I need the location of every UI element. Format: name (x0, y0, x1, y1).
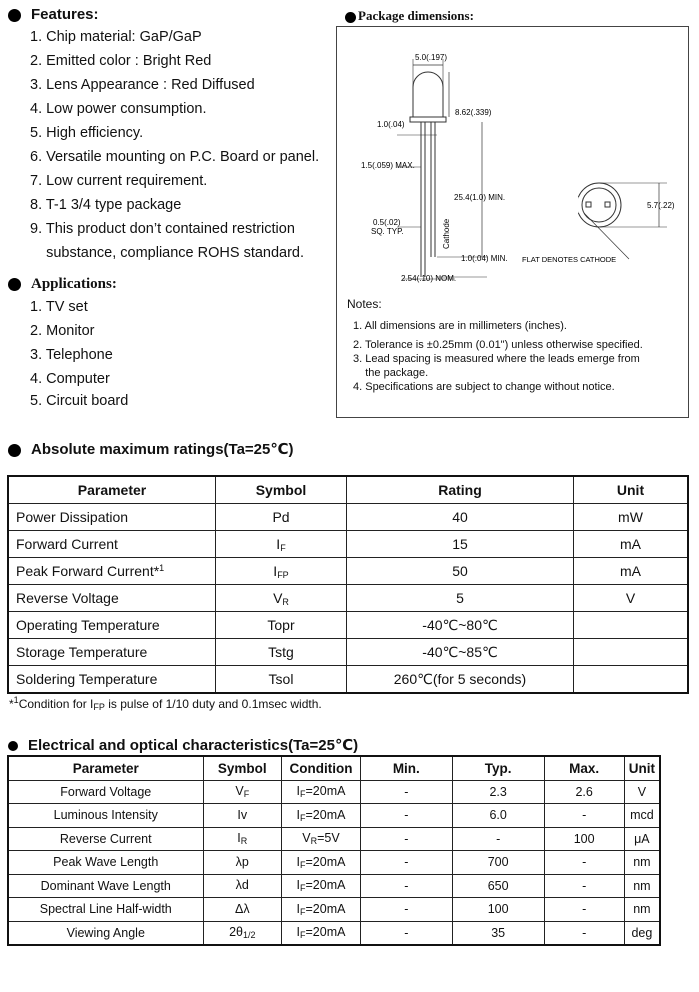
cond-sub: F (299, 906, 306, 917)
cond-rest: =20mA (305, 878, 346, 893)
cond-sub: F (299, 883, 306, 894)
symbol-sub: FP (277, 569, 289, 580)
param-text: Peak Forward Current* (16, 563, 160, 579)
min-value: - (404, 902, 409, 917)
list-item: 1. Chip material: GaP/GaP (30, 29, 202, 45)
list-item: 4. Low power consumption. (30, 101, 207, 117)
led-bottom-inner (582, 188, 616, 222)
package-drawing (337, 27, 688, 297)
amr-heading: Absolute maximum ratings(Ta=25℃) (31, 441, 294, 458)
label-flange: 1.0(.04) (377, 120, 405, 129)
min-value: - (404, 831, 409, 846)
label-max: 1.5(.059) MAX. (361, 161, 415, 170)
cond-rest: =20mA (305, 901, 346, 916)
cell-unit (574, 666, 689, 694)
symbol-main: I (276, 535, 281, 552)
bullet-icon (8, 444, 21, 457)
cell-param (8, 898, 203, 922)
table-row (8, 898, 660, 922)
led-lens (413, 72, 443, 117)
features-heading-row (8, 6, 319, 23)
notes-title: Notes: (347, 297, 382, 311)
cell-unit: mA (574, 531, 689, 558)
symbol-main: λd (235, 878, 249, 893)
eoc-heading-row (8, 736, 358, 754)
col-header: Rating (347, 476, 574, 504)
typ-value: 700 (487, 855, 509, 870)
cell-param: Forward Current (8, 531, 216, 558)
cell-param (8, 921, 203, 945)
note-item: 4. Specifications are subject to change without notice. (353, 381, 615, 393)
bullet-icon (8, 278, 21, 291)
bullet-icon (345, 12, 356, 23)
cell-unit (624, 874, 660, 898)
col-header: Max. (544, 756, 624, 780)
cell-max (544, 804, 624, 828)
symbol-main: λp (235, 854, 249, 869)
label-cathode: Cathode (442, 218, 451, 249)
cell-param (8, 874, 203, 898)
cell-param (8, 851, 203, 875)
cond-main: V (302, 831, 311, 846)
col-header: Condition (282, 756, 361, 780)
features-section (8, 6, 319, 265)
label-width: 5.0(.197) (415, 53, 448, 62)
bullet-icon (8, 741, 18, 751)
cell-rating: -40℃~80℃ (347, 612, 574, 639)
cell-condition (282, 874, 361, 898)
package-heading: Package dimensions: (358, 8, 474, 23)
note-item: 1. All dimensions are in millimeters (inches). (353, 320, 567, 332)
table-row (8, 504, 688, 531)
cond-rest: =5V (317, 831, 340, 846)
max-value: 100 (573, 831, 595, 846)
list-item: 4. Computer (30, 371, 110, 387)
pin-cathode (586, 202, 591, 207)
label-flat: FLAT DENOTES CATHODE (522, 255, 617, 264)
eoc-table (7, 755, 661, 946)
amr-table (7, 475, 689, 694)
param-text: Luminous Intensity (53, 808, 158, 823)
cell-condition (282, 851, 361, 875)
param-text: Forward Voltage (60, 784, 152, 799)
cell-param: Reverse Voltage (8, 585, 216, 612)
symbol-main: V (235, 784, 244, 799)
cell-max (544, 921, 624, 945)
label-sq2: SQ. TYP. (371, 227, 404, 236)
eoc-heading: Electrical and optical characteristics(Ta=25℃) (28, 737, 359, 754)
min-value: - (404, 925, 409, 940)
cell-max (544, 874, 624, 898)
unit-value: V (637, 784, 647, 799)
cell-unit: V (574, 585, 689, 612)
cell-param (8, 827, 203, 851)
unit-value: nm (633, 855, 651, 870)
features-heading: Features: (31, 6, 99, 23)
symbol-sub: F (280, 542, 286, 553)
applications-heading: Applications: (31, 276, 117, 292)
list-item: 3. Lens Appearance : Red Diffused (30, 77, 255, 93)
col-header: Min. (360, 756, 452, 780)
label-lead-min: 25.4(1.0) MIN. (454, 193, 506, 202)
cell-max (544, 851, 624, 875)
cell-rating: -40℃~85℃ (347, 639, 574, 666)
package-heading-row (345, 8, 474, 24)
pin-anode (605, 202, 610, 207)
cell-symbol: Tstg (216, 639, 347, 666)
cell-unit (574, 639, 689, 666)
cell-condition (282, 780, 361, 804)
min-value: - (404, 855, 409, 870)
cell-rating: 50 (347, 558, 574, 585)
list-item: 5. Circuit board (30, 393, 129, 409)
symbol-main: V (273, 589, 283, 606)
symbol-sub: F (243, 789, 250, 800)
package-frame (336, 26, 689, 418)
list-item: 9. This product don’t contained restriction (30, 221, 295, 237)
max-value: - (582, 878, 587, 893)
list-item: 2. Emitted color : Bright Red (30, 53, 212, 69)
cell-unit (574, 612, 689, 639)
applications-section (8, 276, 128, 411)
cell-typ (452, 851, 544, 875)
cell-unit: mW (574, 504, 689, 531)
footnote-text-a: Condition for I (18, 697, 94, 711)
list-item: 6. Versatile mounting on P.C. Board or panel. (30, 149, 320, 165)
param-text: Viewing Angle (66, 925, 145, 940)
param-text: Peak Wave Length (53, 855, 159, 870)
col-header: Symbol (216, 476, 347, 504)
cell-param: Storage Temperature (8, 639, 216, 666)
cell-typ (452, 827, 544, 851)
table-row (8, 921, 660, 945)
table-row (8, 851, 660, 875)
symbol-sub: R (240, 836, 248, 847)
cell-unit (624, 827, 660, 851)
table-row (8, 585, 688, 612)
applications-list (30, 295, 128, 411)
cell-min (360, 898, 452, 922)
cond-main: I (296, 901, 300, 916)
label-height: 8.62(.339) (455, 108, 492, 117)
cell-symbol (216, 585, 347, 612)
cell-unit (624, 780, 660, 804)
max-value: 2.6 (575, 784, 593, 799)
param-text: Dominant Wave Length (40, 878, 171, 893)
cond-sub: R (310, 836, 318, 847)
label-tip-min: 1.0(.04) MIN. (461, 254, 508, 263)
table-row (8, 827, 660, 851)
table-header-row (8, 476, 688, 504)
min-value: - (404, 784, 409, 799)
cell-rating: 15 (347, 531, 574, 558)
cell-symbol: Tsol (216, 666, 347, 694)
led-flange (410, 117, 446, 122)
cond-sub: F (299, 789, 306, 800)
param-sup: 1 (159, 563, 165, 573)
cond-main: I (296, 854, 300, 869)
symbol-sub: 1/2 (242, 930, 256, 941)
cell-param (8, 780, 203, 804)
typ-value: 35 (491, 925, 506, 940)
list-item: 2. Monitor (30, 323, 95, 339)
typ-value: - (496, 831, 501, 846)
cell-max (544, 898, 624, 922)
table-row (8, 874, 660, 898)
symbol-main: I (273, 562, 278, 579)
amr-heading-row (8, 440, 294, 458)
footnote-sub: FP (93, 702, 105, 712)
typ-value: 650 (487, 878, 509, 893)
symbol-main: Δλ (234, 901, 250, 916)
table-row (8, 780, 660, 804)
cell-symbol (203, 851, 282, 875)
label-sq: 0.5(.02) (373, 218, 401, 227)
cell-symbol (203, 898, 282, 922)
cond-main: I (296, 878, 300, 893)
cell-min (360, 780, 452, 804)
param-text: Spectral Line Half-width (39, 902, 172, 917)
cond-rest: =20mA (305, 807, 346, 822)
symbol-main: 2θ (229, 925, 243, 940)
cell-typ (452, 898, 544, 922)
unit-value: μA (634, 831, 650, 846)
cell-symbol (203, 874, 282, 898)
cond-main: I (296, 784, 300, 799)
footnote-text-b: is pulse of 1/10 duty and 0.1msec width. (104, 697, 322, 711)
cell-min (360, 874, 452, 898)
cell-typ (452, 874, 544, 898)
cell-param: Operating Temperature (8, 612, 216, 639)
cell-symbol: Pd (216, 504, 347, 531)
max-value: - (582, 902, 587, 917)
cell-condition (282, 827, 361, 851)
note-item: 2. Tolerance is ±0.25mm (0.01") unless otherwise specified. (353, 339, 643, 351)
max-value: - (582, 808, 587, 823)
table-row (8, 639, 688, 666)
label-spacing: 2.54(.10) NOM. (401, 274, 457, 283)
symbol-main: Iv (237, 807, 248, 822)
cell-min (360, 827, 452, 851)
cell-min (360, 804, 452, 828)
col-header: Unit (574, 476, 689, 504)
unit-value: deg (631, 925, 653, 940)
list-item: 7. Low current requirement. (30, 173, 208, 189)
cell-min (360, 921, 452, 945)
typ-value: 100 (487, 902, 509, 917)
table-row (8, 666, 688, 694)
unit-value: mcd (630, 808, 654, 823)
list-item: substance, compliance ROHS standard. (30, 245, 305, 261)
cell-rating: 5 (347, 585, 574, 612)
cell-condition (282, 898, 361, 922)
cell-unit (624, 851, 660, 875)
table-row (8, 558, 688, 585)
col-header: Unit (624, 756, 660, 780)
unit-value: nm (633, 902, 651, 917)
cell-symbol (203, 780, 282, 804)
cond-rest: =20mA (305, 925, 346, 940)
note-item: 3. Lead spacing is measured where the leads emerge from (353, 353, 640, 365)
cond-sub: F (299, 930, 306, 941)
cond-rest: =20mA (305, 784, 346, 799)
cell-min (360, 851, 452, 875)
table-header-row (8, 756, 660, 780)
footnote-star: * (9, 697, 14, 711)
max-value: - (582, 855, 587, 870)
typ-value: 6.0 (489, 808, 507, 823)
min-value: - (404, 808, 409, 823)
col-header: Parameter (8, 756, 203, 780)
cell-rating: 260℃(for 5 seconds) (347, 666, 574, 694)
symbol-sub: R (282, 596, 289, 607)
cell-symbol (216, 531, 347, 558)
typ-value: 2.3 (489, 784, 507, 799)
cell-typ (452, 804, 544, 828)
cell-unit: mA (574, 558, 689, 585)
list-item: 8. T-1 3/4 type package (30, 197, 182, 213)
cell-symbol (216, 558, 347, 585)
cond-main: I (296, 925, 300, 940)
label-dia: 5.7(.22) (647, 201, 675, 210)
cond-sub: F (299, 812, 306, 823)
cell-symbol (203, 921, 282, 945)
table-row (8, 612, 688, 639)
cond-main: I (296, 807, 300, 822)
cell-typ (452, 921, 544, 945)
col-header: Typ. (452, 756, 544, 780)
cell-param: Power Dissipation (8, 504, 216, 531)
cond-sub: F (299, 859, 306, 870)
bullet-icon (8, 9, 21, 22)
cell-typ (452, 780, 544, 804)
footnote-sup: 1 (13, 695, 19, 705)
cell-max (544, 827, 624, 851)
cell-condition (282, 804, 361, 828)
table-row (8, 531, 688, 558)
eoc-body (8, 780, 660, 945)
cell-symbol: Topr (216, 612, 347, 639)
max-value: - (582, 925, 587, 940)
cell-symbol (203, 827, 282, 851)
symbol-main: I (237, 831, 241, 846)
list-item: 1. TV set (30, 299, 88, 315)
features-list (30, 25, 319, 265)
amr-footnote (9, 695, 322, 712)
applications-heading-row (8, 276, 128, 293)
cell-max (544, 780, 624, 804)
list-item: 3. Telephone (30, 347, 113, 363)
cell-param: Soldering Temperature (8, 666, 216, 694)
note-item: the package. (353, 367, 429, 379)
list-item: 5. High efficiency. (30, 125, 144, 141)
cond-rest: =20mA (305, 854, 346, 869)
min-value: - (404, 878, 409, 893)
cell-unit (624, 921, 660, 945)
col-header: Symbol (203, 756, 282, 780)
col-header: Parameter (8, 476, 216, 504)
cell-rating: 40 (347, 504, 574, 531)
cell-condition (282, 921, 361, 945)
cell-param (8, 804, 203, 828)
cell-unit (624, 804, 660, 828)
notes (347, 297, 682, 394)
cell-unit (624, 898, 660, 922)
cell-param (8, 558, 216, 585)
param-text: Reverse Current (59, 831, 152, 846)
unit-value: nm (633, 878, 651, 893)
table-row (8, 804, 660, 828)
cell-symbol (203, 804, 282, 828)
led-bottom-view (577, 183, 621, 227)
